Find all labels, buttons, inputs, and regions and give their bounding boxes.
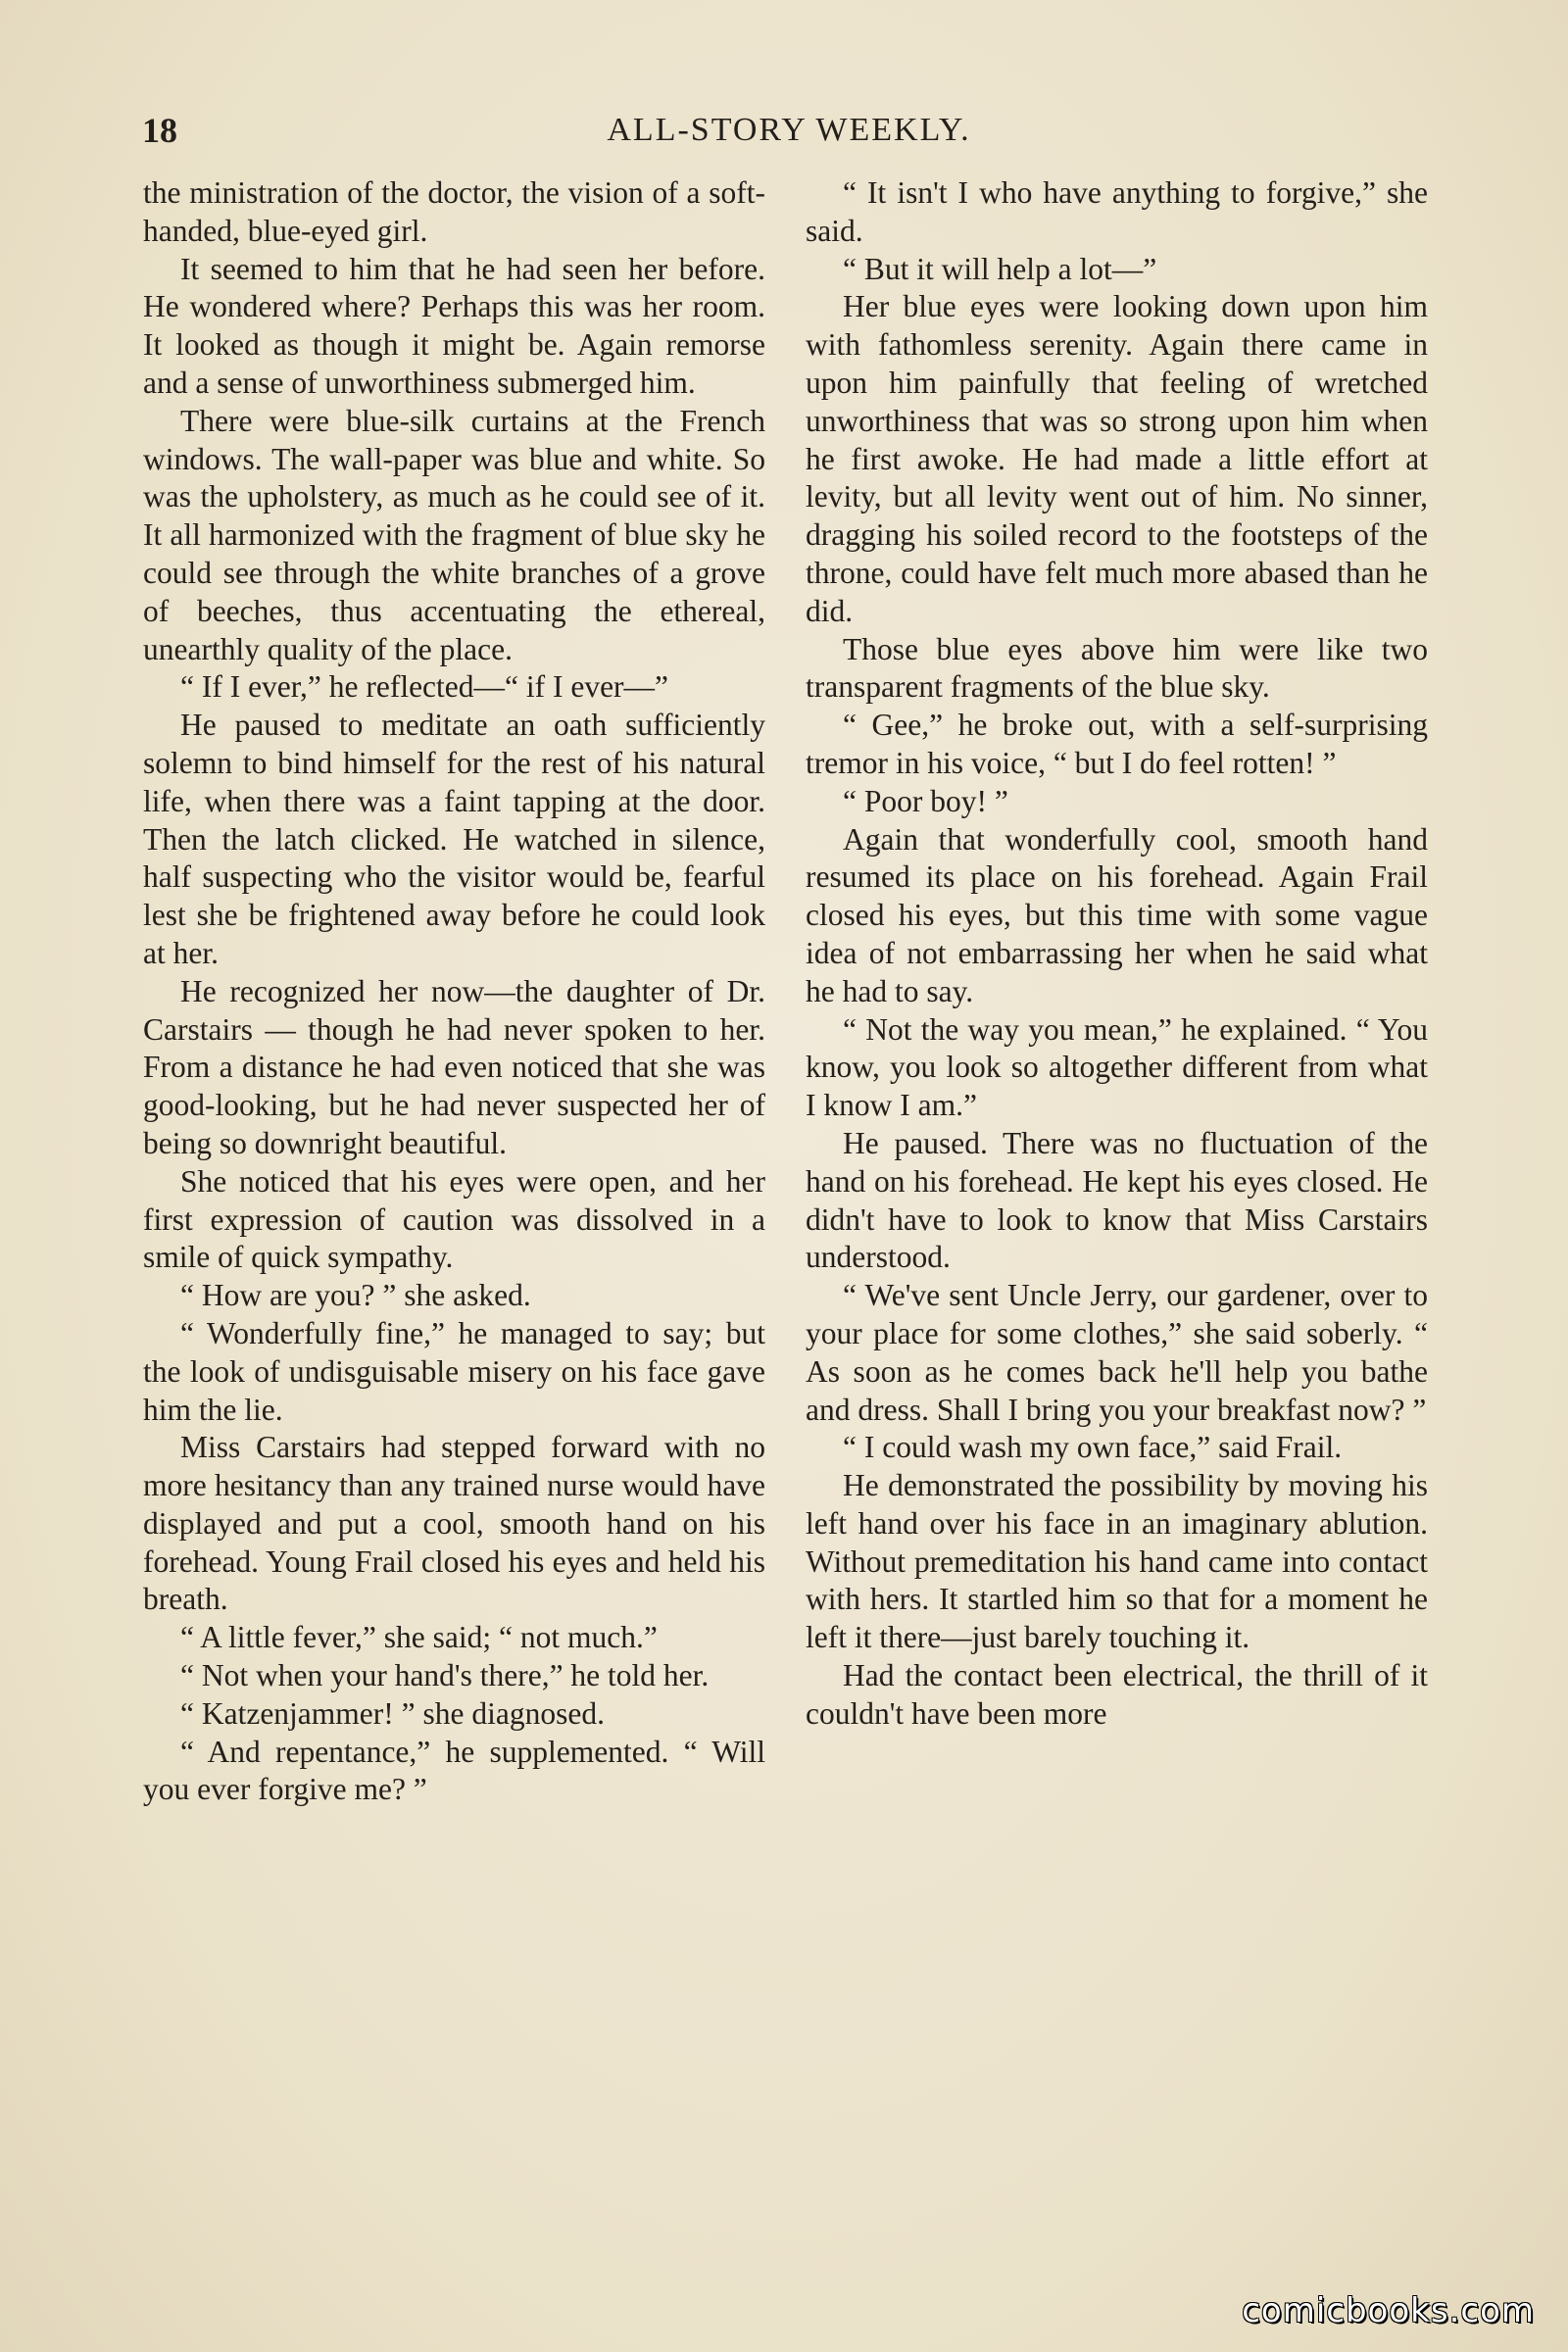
paragraph: He paused to meditate an oath sufficiently solemn to bind himself for the rest of his natural life, when there was a faint tapping at the door. Then the latch clicked. He watched in silence, half suspecting who the visitor would be, fearful lest she be frightened away before he could look at her.: [143, 708, 765, 970]
paragraph: “ We've sent Uncle Jerry, our gardener, over to your place for some clothes,” she said soberly. “ As soon as he comes back he'll help you bathe and dress. Shall I bring you your breakfast now? ”: [806, 1278, 1428, 1427]
paragraph: He paused. There was no fluctuation of the hand on his forehead. He kept his eyes closed. He didn't have to look to know that Miss Carstairs understood.: [806, 1125, 1428, 1275]
paragraph: “ Not when your hand's there,” he told her.: [180, 1658, 710, 1693]
paragraph: She noticed that his eyes were open, and her first expression of caution was dissolved in a smile of quick sympathy.: [143, 1163, 765, 1275]
paragraph: “ A little fever,” she said; “ not much.”: [180, 1620, 658, 1655]
page-header: [142, 106, 1436, 155]
paragraph: “ It isn't I who have anything to forgive,” she said.: [806, 175, 1428, 248]
paragraph: “ And repentance,” he supplemented. “ Will you ever forgive me? ”: [143, 1734, 765, 1807]
running-title: ALL-STORY WEEKLY.: [607, 112, 971, 148]
paragraph: Her blue eyes were looking down upon him with fathomless serenity. Again there came in upon him painfully that feeling of wretched unworthiness that was so strong upon him when he first awoke. He had made a little effort at levity, but all levity went out of him. No sinner, dragging his soiled record to the footsteps of the throne, could have felt much more abased than he did.: [806, 289, 1428, 628]
paragraph: “ If I ever,” he reflected—“ if I ever—”: [180, 669, 669, 705]
site-watermark: comicbooks.com: [1242, 2291, 1535, 2330]
paragraph: Miss Carstairs had stepped forward with no more hesitancy than any trained nurse would have displayed and put a cool, smooth hand on his forehead. Young Frail closed his eyes and held his breath.: [143, 1430, 765, 1617]
paragraph: There were blue-silk curtains at the French windows. The wall-paper was blue and white. So was the upholstery, as much as he could see of it. It all harmonized with the fragment of blue sky he could see through the white branches of a grove of beeches, thus accentuating the ethereal, unearthly quality of the place.: [143, 403, 765, 666]
right-column: [806, 174, 1428, 1734]
paragraph: “ But it will help a lot—”: [843, 251, 1157, 286]
paragraph: “ Gee,” he broke out, with a self-surprising tremor in his voice, “ but I do feel rotten! ”: [806, 708, 1428, 780]
paragraph: It seemed to him that he had seen her before. He wondered where? Perhaps this was her room. It looked as though it might be. Again remorse and a sense of unworthiness submerged him.: [143, 251, 765, 400]
left-column: [143, 174, 765, 1809]
paragraph: “ Wonderfully fine,” he managed to say; but the look of undisguisable misery on his face gave him the lie.: [143, 1315, 765, 1427]
paragraph: “ How are you? ” she asked.: [180, 1278, 531, 1313]
paragraph: He recognized her now—the daughter of Dr. Carstairs — though he had never spoken to her. From a distance he had even noticed that she was good-looking, but he had never suspected her of being so downright beautiful.: [143, 973, 765, 1160]
page-number: 18: [142, 111, 177, 150]
paragraph: “ Katzenjammer! ” she diagnosed.: [180, 1695, 605, 1731]
paragraph: Those blue eyes above him were like two transparent fragments of the blue sky.: [806, 631, 1428, 705]
paragraph: the ministration of the doctor, the vision of a soft-handed, blue-eyed girl.: [143, 175, 765, 248]
paragraph: He demonstrated the possibility by moving his left hand over his face in an imaginary ablution. Without premeditation his hand came into contact with hers. It startled him so that for a moment he left it there—just barely touching it.: [806, 1468, 1428, 1655]
paragraph: Had the contact been electrical, the thrill of it couldn't have been more: [806, 1658, 1428, 1731]
paragraph: “ Not the way you mean,” he explained. “ You know, you look so altogether different from what I know I am.”: [806, 1011, 1428, 1123]
paragraph: “ I could wash my own face,” said Frail.: [843, 1430, 1343, 1465]
paragraph: Again that wonderfully cool, smooth hand resumed its place on his forehead. Again Frail closed his eyes, but this time with some vague idea of not embarrassing her when he said what he had to say.: [806, 821, 1428, 1008]
paragraph: “ Poor boy! ”: [843, 783, 1008, 818]
